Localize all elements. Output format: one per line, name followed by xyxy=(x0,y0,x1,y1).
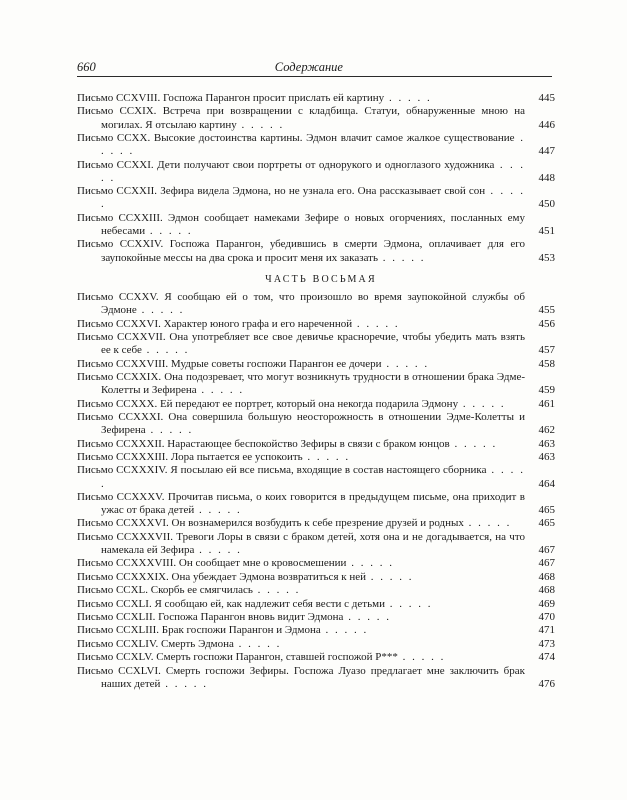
toc-entry-page: 469 xyxy=(538,597,555,610)
table-of-contents xyxy=(77,92,555,691)
toc-entry xyxy=(77,557,555,570)
toc-entry xyxy=(77,638,555,651)
dot-leader: . . . . . xyxy=(196,384,245,397)
toc-entry xyxy=(77,464,555,490)
toc-entry xyxy=(77,291,555,317)
dot-leader: . . . . . xyxy=(320,624,369,637)
toc-entry-label: Письмо CCXXIX. Она подозревает, что могут возникнуть трудности в отношении брака Эдме-Колетты и Зефирена . . . . . xyxy=(77,370,525,397)
toc-entry-page: 462 xyxy=(538,424,555,437)
toc-entry xyxy=(77,584,555,597)
toc-entry-label: Письмо CCXXIII. Эдмон сообщает намеками Зефире о новых огорчениях, посланных ему небесами . . . . . xyxy=(77,211,525,237)
toc-entry-page: 463 xyxy=(538,450,555,463)
toc-entry-page: 467 xyxy=(538,557,555,570)
toc-entry-label: Письмо CCXXXI. Она совершила большую неосторожность в отношении Эдме-Колетты и Зефирена . . . . . xyxy=(77,410,525,437)
toc-entry xyxy=(77,358,555,371)
toc-entry xyxy=(77,665,555,691)
toc-entry-page: 446 xyxy=(538,118,555,131)
toc-entry-page: 459 xyxy=(538,384,555,397)
dot-leader: . . . . . xyxy=(384,597,433,610)
toc-entry-label: Письмо CCXX. Высокие достоинства картины. Эдмон влачит самое жалкое существование . . . . . xyxy=(77,131,525,158)
toc-list-part-seven xyxy=(77,92,555,265)
toc-entry-page: 473 xyxy=(538,637,555,650)
toc-entry-label: Письмо CCXXI. Дети получают свои портреты от однорукого и одноглазого художника . . . . . xyxy=(77,158,525,184)
dot-leader: . . . . . xyxy=(381,357,430,370)
toc-entry-page: 467 xyxy=(538,544,555,557)
toc-entry-label: Письмо CCXL. Скорбь ее смягчилась . . . . . xyxy=(77,584,301,597)
toc-entry xyxy=(77,238,555,264)
running-title: Содержание xyxy=(274,60,343,74)
toc-entry xyxy=(77,598,555,611)
toc-entry xyxy=(77,92,555,105)
dot-leader: . . . . . xyxy=(145,224,193,237)
toc-entry xyxy=(77,491,555,517)
page-number: 660 xyxy=(77,60,96,74)
toc-entry-page: 447 xyxy=(538,145,555,158)
dot-leader: . . . . . xyxy=(366,570,414,583)
toc-entry xyxy=(77,212,555,238)
section-heading: ЧАСТЬ ВОСЬМАЯ xyxy=(265,273,377,285)
toc-entry-page: 471 xyxy=(538,624,555,637)
toc-entry-page: 453 xyxy=(538,251,555,264)
toc-entry xyxy=(77,159,555,185)
toc-entry-page: 451 xyxy=(538,224,555,237)
toc-entry-label: Письмо CCXLI. Я сообщаю ей, как надлежит себя вести с детьми . . . . . xyxy=(77,597,433,610)
toc-entry-label: Письмо CCXXXII. Нарастающее беспокойство Зефиры в связи с браком юнцов . . . . . xyxy=(77,437,498,450)
dot-leader: . . . . . xyxy=(252,584,301,597)
toc-entry-label: Письмо CCXXVII. Она употребляет все свое девичье красноречие, чтобы убедить мать взять ее к себе . . . . . xyxy=(77,330,525,357)
toc-entry xyxy=(77,611,555,624)
toc-entry-page: 457 xyxy=(538,344,555,357)
toc-entry-label: Письмо CCXXX. Ей передают ее портрет, который она некогда подарила Эдмону . . . . . xyxy=(77,397,506,410)
toc-entry-page: 470 xyxy=(538,611,555,624)
toc-entry xyxy=(77,531,555,557)
dot-leader: . . . . . xyxy=(346,557,394,570)
toc-entry xyxy=(77,398,555,411)
dot-leader: . . . . . xyxy=(352,317,400,330)
toc-entry xyxy=(77,517,555,530)
toc-entry xyxy=(77,331,555,357)
dot-leader: . . . . . xyxy=(378,251,426,264)
dot-leader: . . . . . xyxy=(101,464,526,490)
toc-entry-label: Письмо CCXVIII. Госпожа Парангон просит прислать ей картину . . . . . xyxy=(77,92,432,104)
toc-entry-page: 445 xyxy=(538,92,555,104)
dot-leader: . . . . . xyxy=(397,651,446,664)
toc-entry-label: Письмо CCXXXIV. Я посылаю ей все письма, входящие в состав настоящего сборника . . . . . xyxy=(77,464,526,490)
dot-leader: . . . . . xyxy=(101,185,526,211)
dot-leader: . . . . . xyxy=(101,131,525,158)
toc-entry xyxy=(77,451,555,464)
dot-leader: . . . . . xyxy=(160,677,208,690)
toc-entry-page: 455 xyxy=(538,304,555,317)
toc-entry-label: Письмо CCXXXVI. Он вознамерился возбудить к себе презрение друзей и родных . . . . . xyxy=(77,517,512,530)
toc-entry-page: 465 xyxy=(538,517,555,530)
toc-entry xyxy=(77,571,555,584)
toc-entry-page: 458 xyxy=(538,357,555,370)
toc-entry-page: 461 xyxy=(538,397,555,410)
dot-leader: . . . . . xyxy=(449,437,498,450)
toc-entry-page: 463 xyxy=(538,437,555,450)
dot-leader: . . . . . xyxy=(145,424,194,437)
toc-entry xyxy=(77,371,555,397)
dot-leader: . . . . . xyxy=(236,118,285,131)
toc-entry-page: 465 xyxy=(538,504,555,517)
toc-entry-page: 448 xyxy=(538,171,555,184)
dot-leader: . . . . . xyxy=(194,504,242,517)
toc-entry-label: Письмо CCXXVI. Характер юного графа и его нареченной . . . . . xyxy=(77,317,400,330)
toc-list-part-eight xyxy=(77,291,555,691)
toc-entry-label: Письмо CCXXXVII. Тревоги Лоры в связи с браком детей, хотя она и не догадывается, на что намекала ей Зефира . . . . . xyxy=(77,530,525,557)
dot-leader: . . . . . xyxy=(343,611,391,624)
toc-entry-label: Письмо CCXXII. Зефира видела Эдмона, но не узнала его. Она рассказывает свой сон . . . . . xyxy=(77,185,526,211)
toc-entry-label: Письмо CCXIX. Встреча при возвращении с кладбища. Статуи, обнаруженные мною на могилах. Я отсылаю картину . . . . . xyxy=(77,105,525,131)
toc-entry xyxy=(77,411,555,437)
toc-entry-label: Письмо CCXXXIII. Лора пытается ее успокоить . . . . . xyxy=(77,450,351,463)
dot-leader: . . . . . xyxy=(302,450,351,463)
dot-leader: . . . . . xyxy=(101,158,525,184)
toc-entry-page: 464 xyxy=(538,477,555,490)
toc-entry-page: 450 xyxy=(538,198,555,211)
dot-leader: . . . . . xyxy=(458,397,506,410)
toc-entry xyxy=(77,105,555,131)
toc-entry xyxy=(77,132,555,158)
toc-entry-page: 456 xyxy=(538,317,555,330)
toc-entry xyxy=(77,624,555,637)
dot-leader: . . . . . xyxy=(194,544,242,557)
toc-entry-page: 468 xyxy=(538,570,555,583)
toc-entry-label: Письмо CCXXXIX. Она убеждает Эдмона возвратиться к ней . . . . . xyxy=(77,570,414,583)
dot-leader: . . . . . xyxy=(233,637,282,650)
dot-leader: . . . . . xyxy=(384,92,432,104)
toc-entry-label: Письмо CCXLIV. Смерть Эдмона . . . . . xyxy=(77,637,282,650)
running-head xyxy=(77,60,552,75)
toc-entry-page: 476 xyxy=(538,677,555,690)
header-rule xyxy=(77,76,552,77)
toc-entry-page: 474 xyxy=(538,651,555,664)
toc-entry xyxy=(77,651,555,664)
toc-entry-label: Письмо CCXXXVIII. Он сообщает мне о кровосмешении . . . . . xyxy=(77,557,394,570)
toc-entry-label: Письмо CCXXXV. Прочитав письма, о коих говорится в предыдущем письме, она приходит в ужас от брака детей . . . . . xyxy=(77,490,525,517)
toc-entry-label: Письмо CCXLII. Госпожа Парангон вновь видит Эдмона . . . . . xyxy=(77,611,391,624)
toc-entry-page: 468 xyxy=(538,584,555,597)
toc-entry-label: Письмо CCXLV. Смерть госпожи Парангон, ставшей госпожой Р*** . . . . . xyxy=(77,651,446,664)
toc-entry-label: Письмо CCXXV. Я сообщаю ей о том, что произошло во время заупокойной службы об Эдмоне . . . . . xyxy=(77,290,525,317)
toc-entry-label: Письмо CCXXIV. Госпожа Парангон, убедившись в смерти Эдмона, оплачивает для его заупокойные мессы на два срока и просит меня их заказать . . . . . xyxy=(77,238,525,264)
dot-leader: . . . . . xyxy=(141,344,190,357)
toc-entry xyxy=(77,438,555,451)
toc-entry xyxy=(77,185,555,211)
toc-entry-label: Письмо CCXLIII. Брак госпожи Парангон и Эдмона . . . . . xyxy=(77,624,369,637)
toc-entry xyxy=(77,318,555,331)
dot-leader: . . . . . xyxy=(463,517,512,530)
toc-entry-label: Письмо CCXLVI. Смерть госпожи Зефиры. Госпожа Луазо предлагает мне заключить брак наших детей . . . . . xyxy=(77,664,525,690)
toc-entry-label: Письмо CCXXVIII. Мудрые советы госпожи Парангон ее дочери . . . . . xyxy=(77,357,430,370)
dot-leader: . . . . . xyxy=(136,304,185,317)
